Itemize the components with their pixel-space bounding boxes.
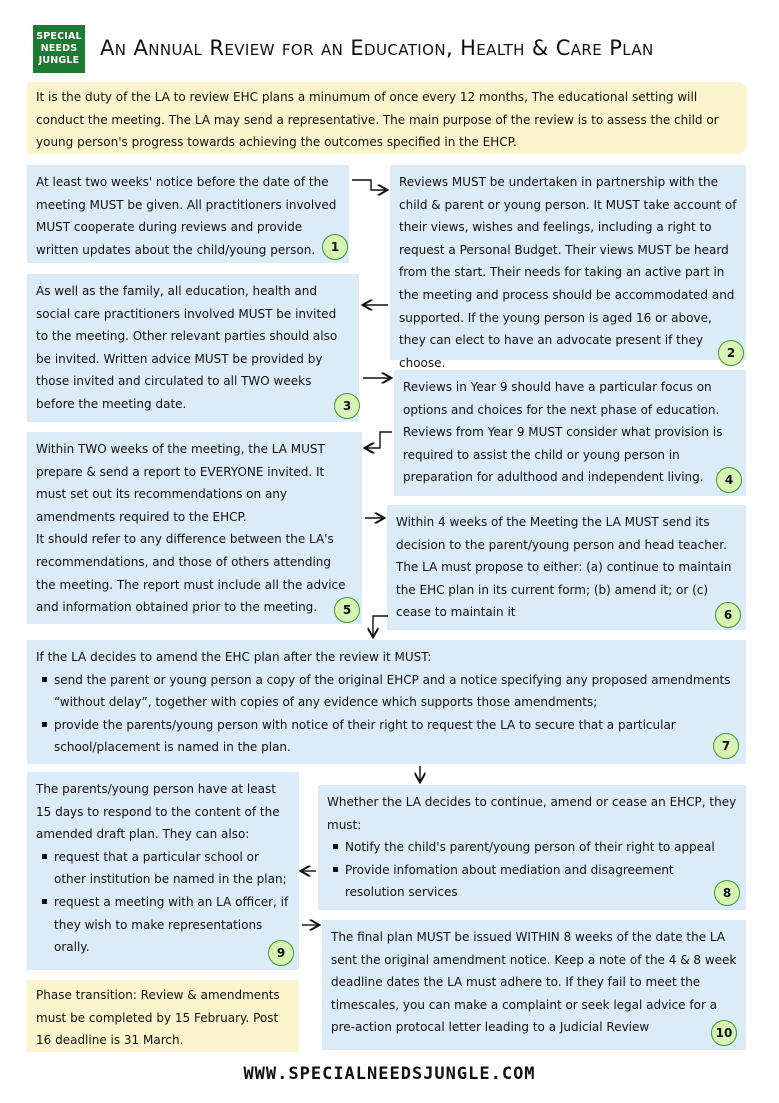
step-3-text: As well as the family, all education, health and social care practitioners involved MUST be invited to the meeting. Other relevant parties should also be invited. Written advice MUST be provided by those invited and circulated to all TWO weeks before the meeting date.: [36, 284, 338, 411]
step-6-badge: 6: [715, 602, 741, 628]
list-item: request a meeting with an LA officer, if they wish to make representations orally.: [36, 891, 290, 959]
logo-line-2: NEEDS: [40, 43, 78, 54]
step-10-text: The final plan MUST be issued WITHIN 8 weeks of the date the LA sent the original amendment notice. Keep a note of the 4 & 8 week deadline dates the LA must adhere to. If they fail to meet the timescales, you can make a complaint or seek legal advice for a pre-action protocal letter leading to a Judicial Review: [331, 930, 737, 1035]
arrow-6-to-7: [373, 616, 388, 636]
step-2-badge: 2: [718, 340, 744, 366]
step-5-badge: 5: [334, 597, 360, 623]
step-9-intro: The parents/young person have at least 15 days to respond to the content of the amended draft plan. They can also:: [36, 782, 280, 842]
logo-line-3: JUNGLE: [38, 55, 80, 66]
step-8-badge: 8: [714, 880, 740, 906]
intro-text: It is the duty of the LA to review EHC plans a minumum of once every 12 months, The educational setting will conduct the meeting. The LA may send a representative. The main purpose of the review is to assess the child or young person's progress towards achieving the outcomes specified in the EHCP.: [36, 90, 719, 150]
phase-transition-text: Phase transition: Review & amendments must be completed by 15 February. Post 16 deadline is 31 March.: [36, 988, 280, 1048]
step-7-badge: 7: [713, 733, 739, 759]
step-5-text-2: It should refer to any difference between the LA's recommendations, and those of others attending the meeting. The report must include all the advice and information obtained prior to the meeting.: [36, 532, 346, 615]
step-10-badge: 10: [711, 1020, 737, 1046]
step-2-text: Reviews MUST be undertaken in partnership with the child & parent or young person. It MUST take account of their views, wishes and feelings, including a right to request a Personal Budget. Their views MUST be heard from the start. Their needs for taking an active part in the meeting and process should be accommodated and supported. If the young person is aged 16 or above, they can elect to have an advocate present if they choose.: [399, 175, 737, 370]
step-6-text: Within 4 weeks of the Meeting the LA MUST send its decision to the parent/young person and head teacher. The LA must propose to either: (a) continue to maintain the EHC plan in its current form; (b) amend it; or (c) cease to maintain it: [396, 515, 732, 620]
website-url: WWW.SPECIALNEEDSJUNGLE.COM: [243, 1064, 536, 1084]
step-8-intro: Whether the LA decides to continue, amend or cease an EHCP, they must:: [327, 795, 737, 832]
step-5-text-1: Within TWO weeks of the meeting, the LA MUST prepare & send a report to EVERYONE invited. It must set out its recommendations on any amendments required to the EHCP.: [36, 442, 325, 524]
step-7-intro: If the LA decides to amend the EHC plan after the review it MUST:: [36, 650, 432, 664]
list-item: Provide infomation about mediation and disagreement resolution services: [327, 859, 737, 904]
step-1-badge: 1: [322, 234, 348, 260]
list-item: send the parent or young person a copy of the original EHCP and a notice specifying any proposed amendments “without delay”, together with copies of any evidence which supports those amendments;: [36, 669, 737, 714]
step-1-text: At least two weeks' notice before the date of the meeting MUST be given. All practitioners involved MUST cooperate during reviews and provide written updates about the child/young person.: [36, 175, 337, 257]
step-9-badge: 9: [268, 940, 294, 966]
page-title: An Annual Review for an Education, Health & Care Plan: [100, 36, 654, 60]
list-item: request that a particular school or other institution be named in the plan;: [36, 846, 290, 891]
list-item: Notify the child's parent/young person of their right to appeal: [327, 836, 737, 859]
step-3-badge: 3: [334, 393, 360, 419]
arrow-1-to-2: [352, 180, 386, 190]
step-4-badge: 4: [716, 467, 742, 493]
list-item: provide the parents/young person with notice of their right to request the LA to secure that a particular school/placement is named in the plan.: [36, 714, 737, 759]
arrow-4-to-5: [366, 432, 392, 448]
logo-line-1: SPECIAL: [36, 31, 82, 42]
step-4-text: Reviews in Year 9 should have a particular focus on options and choices for the next phase of education. Reviews from Year 9 MUST consider what provision is required to assist the child or young person in preparation for adulthood and independent living.: [403, 380, 723, 485]
